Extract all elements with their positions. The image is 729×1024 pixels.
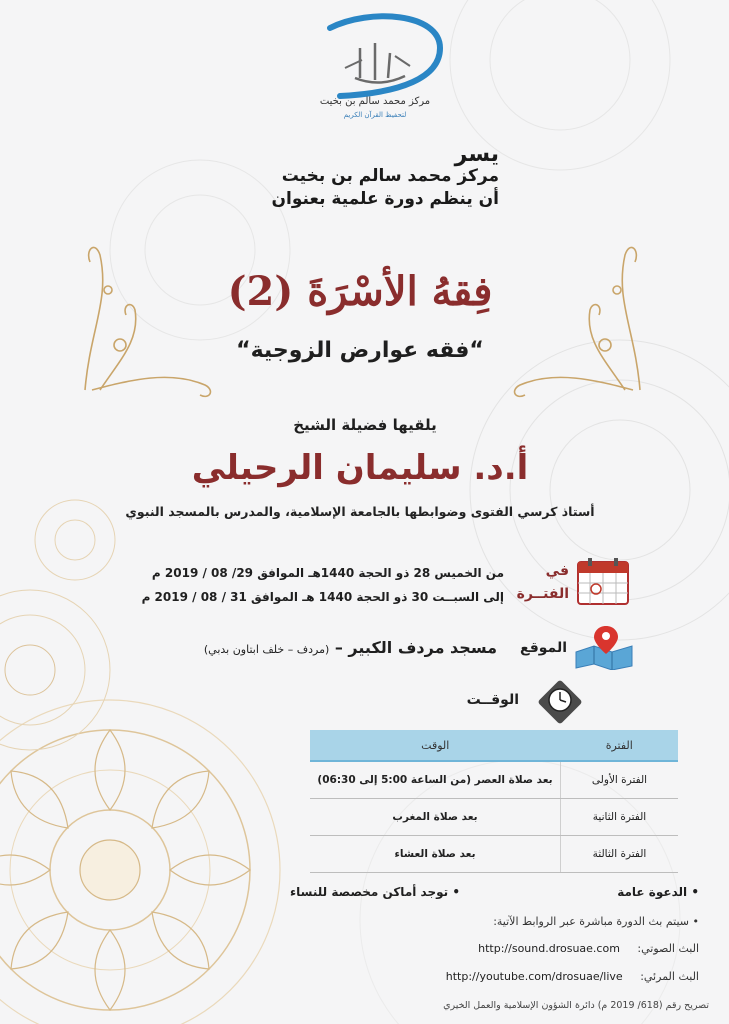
table-row (310, 761, 678, 799)
time-heading: الوقــت (466, 692, 519, 708)
calendar-icon (576, 556, 630, 606)
notes-heading: • الدعوة عامة (617, 885, 699, 899)
intro-line-1: يسر (454, 142, 499, 167)
row-time: بعد صلاة المغرب (310, 799, 561, 836)
lecturer-name: أ.د. سليمان الرحيلي (191, 448, 529, 488)
period-label-top: في (545, 563, 569, 579)
lecturer-label: يلقيها فضيلة الشيخ (293, 416, 437, 434)
logo-name: مركز محمد سالم بن بخيت (319, 96, 431, 107)
permit-note: تصريح رقم (618/ 2019 م) دائرة الشؤون الإسلامية والعمل الخيري (443, 1000, 709, 1011)
column-header-period: الفترة (561, 730, 679, 761)
audio-link[interactable]: http://sound.drosuae.com (478, 942, 620, 955)
table-header-row (310, 730, 678, 761)
map-pin-icon (572, 624, 636, 670)
period-label-bottom: الفتــرة (516, 586, 569, 602)
broadcast-note: • سيتم بث الدورة مباشرة عبر الروابط الآتية: (493, 915, 699, 928)
schedule-table (310, 730, 678, 873)
logo-subtitle: لتحفيظ القرآن الكريم (343, 111, 407, 119)
women-note: • توجد أماكن مخصصة للنساء (290, 885, 460, 899)
course-title: فِقهُ الأسْرَةَ (2) (227, 268, 493, 315)
audio-broadcast-row (359, 942, 699, 955)
row-period: الفترة الأولى (561, 761, 679, 799)
table-row (310, 836, 678, 873)
row-period: الفترة الثالثة (561, 836, 679, 873)
logo-emblem-icon (300, 8, 460, 103)
table-row (310, 799, 678, 836)
location-name: مسجد مردف الكبير – (334, 638, 497, 657)
row-time: بعد صلاة العصر (من الساعة 5:00 إلى 06:30) (310, 761, 561, 799)
row-time: بعد صلاة العشاء (310, 836, 561, 873)
column-header-time: الوقت (310, 730, 561, 761)
location-value (57, 638, 497, 657)
intro-line-3: أن ينظم دورة علمية بعنوان (271, 189, 499, 209)
row-period: الفترة الثانية (561, 799, 679, 836)
video-broadcast-row (359, 970, 699, 983)
course-subtitle: “فقه عوارض الزوجية“ (236, 338, 484, 363)
location-detail: (مردف – خلف ابتاون بدبي) (203, 643, 330, 656)
mandala-ornament-left (0, 590, 110, 750)
lecturer-position: أستاذ كرسي الفتوى وضوابطها بالجامعة الإسلامية، والمدرس بالمسجد النبوي (125, 504, 595, 519)
intro-line-2: مركز محمد سالم بن بخيت (281, 166, 499, 186)
audio-label: البث الصوتي: (637, 942, 699, 955)
video-label: البث المرئي: (640, 970, 699, 983)
video-link[interactable]: http://youtube.com/drosuae/live (445, 970, 623, 983)
period-to: إلى السبــت 30 ذو الحجة 1440 هـ الموافق 31 / 08 / 2019 م (141, 590, 504, 604)
clock-icon (538, 680, 582, 724)
period-from: من الخميس 28 ذو الحجة 1440هـ الموافق 29/ 08 / 2019 م (151, 566, 504, 580)
location-label: الموقع (520, 640, 567, 656)
